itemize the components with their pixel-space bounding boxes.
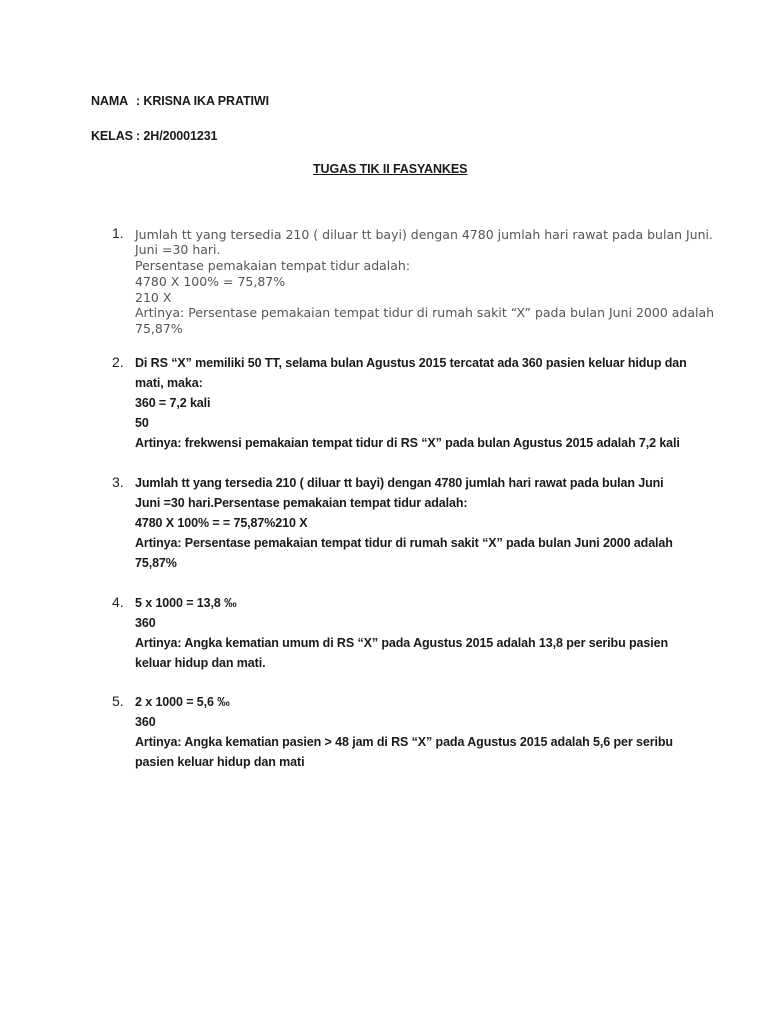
nama-value: : KRISNA IKA PRATIWI	[136, 94, 269, 108]
item-2-line-2: mati, maka:	[135, 376, 203, 390]
item-3-line-5: 75,87%	[135, 556, 177, 570]
item-2-line-4: 50	[135, 416, 149, 430]
item-4-line-3: Artinya: Angka kematian umum di RS “X” pada Agustus 2015 adalah 13,8 per seribu pasien	[135, 636, 669, 650]
item-1-line-7: 75,87%	[135, 321, 183, 336]
item-1-line-6: Artinya: Persentase pemakaian tempat tidur di rumah sakit “X” pada bulan Juni 2000 adalah	[135, 305, 715, 320]
item-4-line-1: 5 x 1000 = 13,8 ‰	[135, 596, 237, 610]
item-2-line-1: Di RS “X” memiliki 50 TT, selama bulan Agustus 2015 tercatat ada 360 pasien keluar hidup dan	[135, 356, 687, 370]
item-1-line-2: Juni =30 hari.	[135, 242, 221, 257]
item-4-line-2: 360	[135, 616, 156, 630]
kelas-value: : 2H/20001231	[136, 129, 218, 143]
item-5-line-2: 360	[135, 715, 156, 729]
item-2-line-5: Artinya: frekwensi pemakaian tempat tidur di RS “X” pada bulan Agustus 2015 adalah 7,2 kali	[135, 436, 680, 450]
nama-row	[91, 94, 269, 108]
item-number: 3.	[112, 474, 124, 490]
item-5-line-1: 2 x 1000 = 5,6 ‰	[135, 695, 230, 709]
page-title: TUGAS TIK II FASYANKES	[313, 162, 468, 176]
item-number: 4.	[112, 594, 124, 610]
item-1-line-4: 4780 X 100% = 75,87%	[135, 274, 286, 289]
item-number: 2.	[112, 354, 124, 370]
kelas-label: KELAS	[91, 129, 133, 143]
nama-label: NAMA	[91, 94, 129, 108]
item-1-line-5: 210 X	[135, 290, 172, 305]
kelas-row	[91, 129, 217, 143]
item-5-line-4: pasien keluar hidup dan mati	[135, 755, 305, 769]
item-1-line-3: Persentase pemakaian tempat tidur adalah:	[135, 258, 411, 273]
item-5-line-3: Artinya: Angka kematian pasien > 48 jam di RS “X” pada Agustus 2015 adalah 5,6 per seribu	[135, 735, 673, 749]
item-number: 5.	[112, 693, 124, 709]
item-3-line-1: Jumlah tt yang tersedia 210 ( diluar tt bayi) dengan 4780 jumlah hari rawat pada bulan Juni	[135, 476, 664, 490]
item-3-line-4: Artinya: Persentase pemakaian tempat tidur di rumah sakit “X” pada bulan Juni 2000 adalah	[135, 536, 673, 550]
item-number: 1.	[112, 225, 124, 241]
item-3-line-2: Juni =30 hari.Persentase pemakaian tempat tidur adalah:	[135, 496, 468, 510]
item-1-line-1: Jumlah tt yang tersedia 210 ( diluar tt bayi) dengan 4780 jumlah hari rawat pada bulan Juni.	[135, 227, 713, 242]
item-4-line-4: keluar hidup dan mati.	[135, 656, 266, 670]
item-2-line-3: 360 = 7,2 kali	[135, 396, 211, 410]
item-3-line-3: 4780 X 100% = = 75,87%210 X	[135, 516, 308, 530]
